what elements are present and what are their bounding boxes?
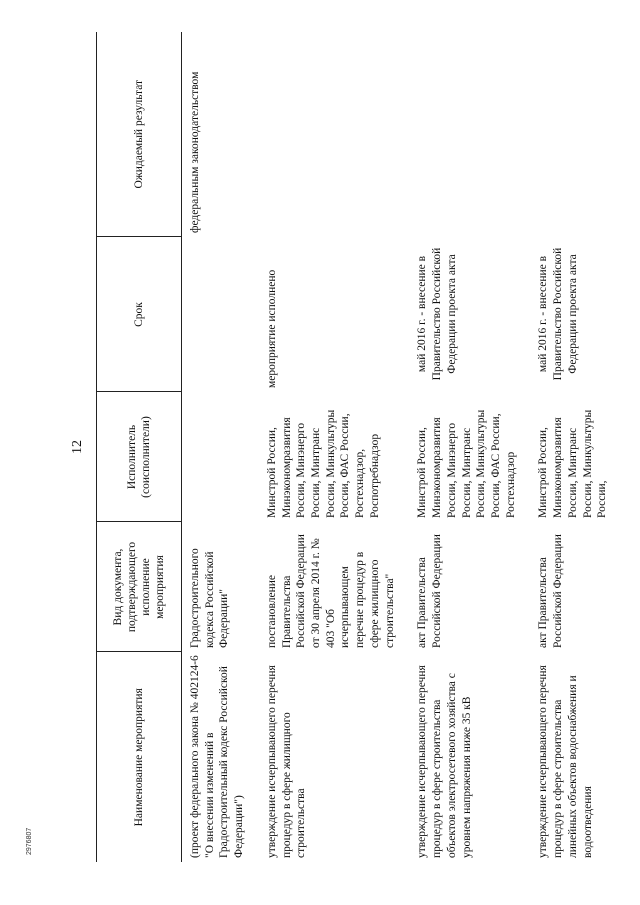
- cell-result: [409, 32, 530, 237]
- cell-name: (проект федерального закона № 402124-6 "О внесении изменений в Градостроительный кодекс Российской Федерации"): [189, 655, 246, 858]
- cell-name: утверждение исчерпывающего перечня процедур в сфере жилищного строительства: [265, 665, 308, 858]
- header-name: Наименование мероприятия: [97, 652, 182, 862]
- cell-result: [530, 32, 622, 237]
- header-result: Ожидаемый результат: [97, 32, 182, 237]
- document-id: 2976807: [26, 827, 33, 855]
- cell-due: мероприятие исполнено: [265, 269, 278, 388]
- cell-exec: Минстрой России, Минэкономразвития России, Минэнерго России, Минтранс России, Минкультуры России, ФАС России, Ростехнадзор, Роспотребнадзор: [265, 409, 381, 518]
- cell-result: [259, 32, 409, 237]
- table-row: [409, 32, 530, 862]
- table-header-row: [97, 32, 182, 862]
- cell-due: [182, 237, 259, 392]
- cell-name: утверждение исчерпывающего перечня процедур в сфере строительства линейных объектов водоснабжения и водоотведения: [537, 665, 594, 858]
- header-doc: Вид документа, подтверждающего исполнение мероприятия: [97, 522, 182, 652]
- table-row: [530, 32, 622, 862]
- cell-result: федеральным законодательством: [189, 71, 201, 233]
- rotated-landscape-sheet: [60, 32, 620, 862]
- cell-due: май 2016 г. - внесение в Правительство Российской Федерации проекта акта: [416, 247, 458, 381]
- cell-doc: акт Правительства Российской Федерации: [416, 534, 444, 648]
- cell-exec: Минстрой России, Минэкономразвития России, Минтранс России, Минкультуры России,: [537, 409, 609, 518]
- table-row: [259, 32, 409, 862]
- header-due: Срок: [97, 237, 182, 392]
- cell-due: май 2016 г. - внесение в Правительство Российской Федерации проекта акта: [537, 247, 579, 381]
- page-number: 12: [70, 440, 85, 454]
- cell-exec: [182, 392, 259, 522]
- cell-name: утверждение исчерпывающего перечня процедур в сфере строительства объектов электросетевого хозяйства с уровнем напряжения ниже 35 кВ: [416, 665, 473, 858]
- cell-doc: постановление Правительства Российской Федерации от 30 апреля 2014 г. № 403 "Об исчерпывающем перечне процедур в сфере жилищного строительства": [265, 534, 396, 648]
- cell-exec: Минстрой России, Минэкономразвития России, Минэнерго России, Минтранс России, Минкультуры России, ФАС России, Ростехнадзор: [416, 409, 517, 518]
- table-row: [182, 32, 259, 862]
- cell-doc: акт Правительства Российской Федерации: [537, 534, 565, 648]
- cell-doc: Градостроительного кодекса Российской Федерации": [189, 548, 231, 648]
- header-exec: Исполнитель (соисполнители): [97, 392, 182, 522]
- measures-table: [96, 32, 622, 862]
